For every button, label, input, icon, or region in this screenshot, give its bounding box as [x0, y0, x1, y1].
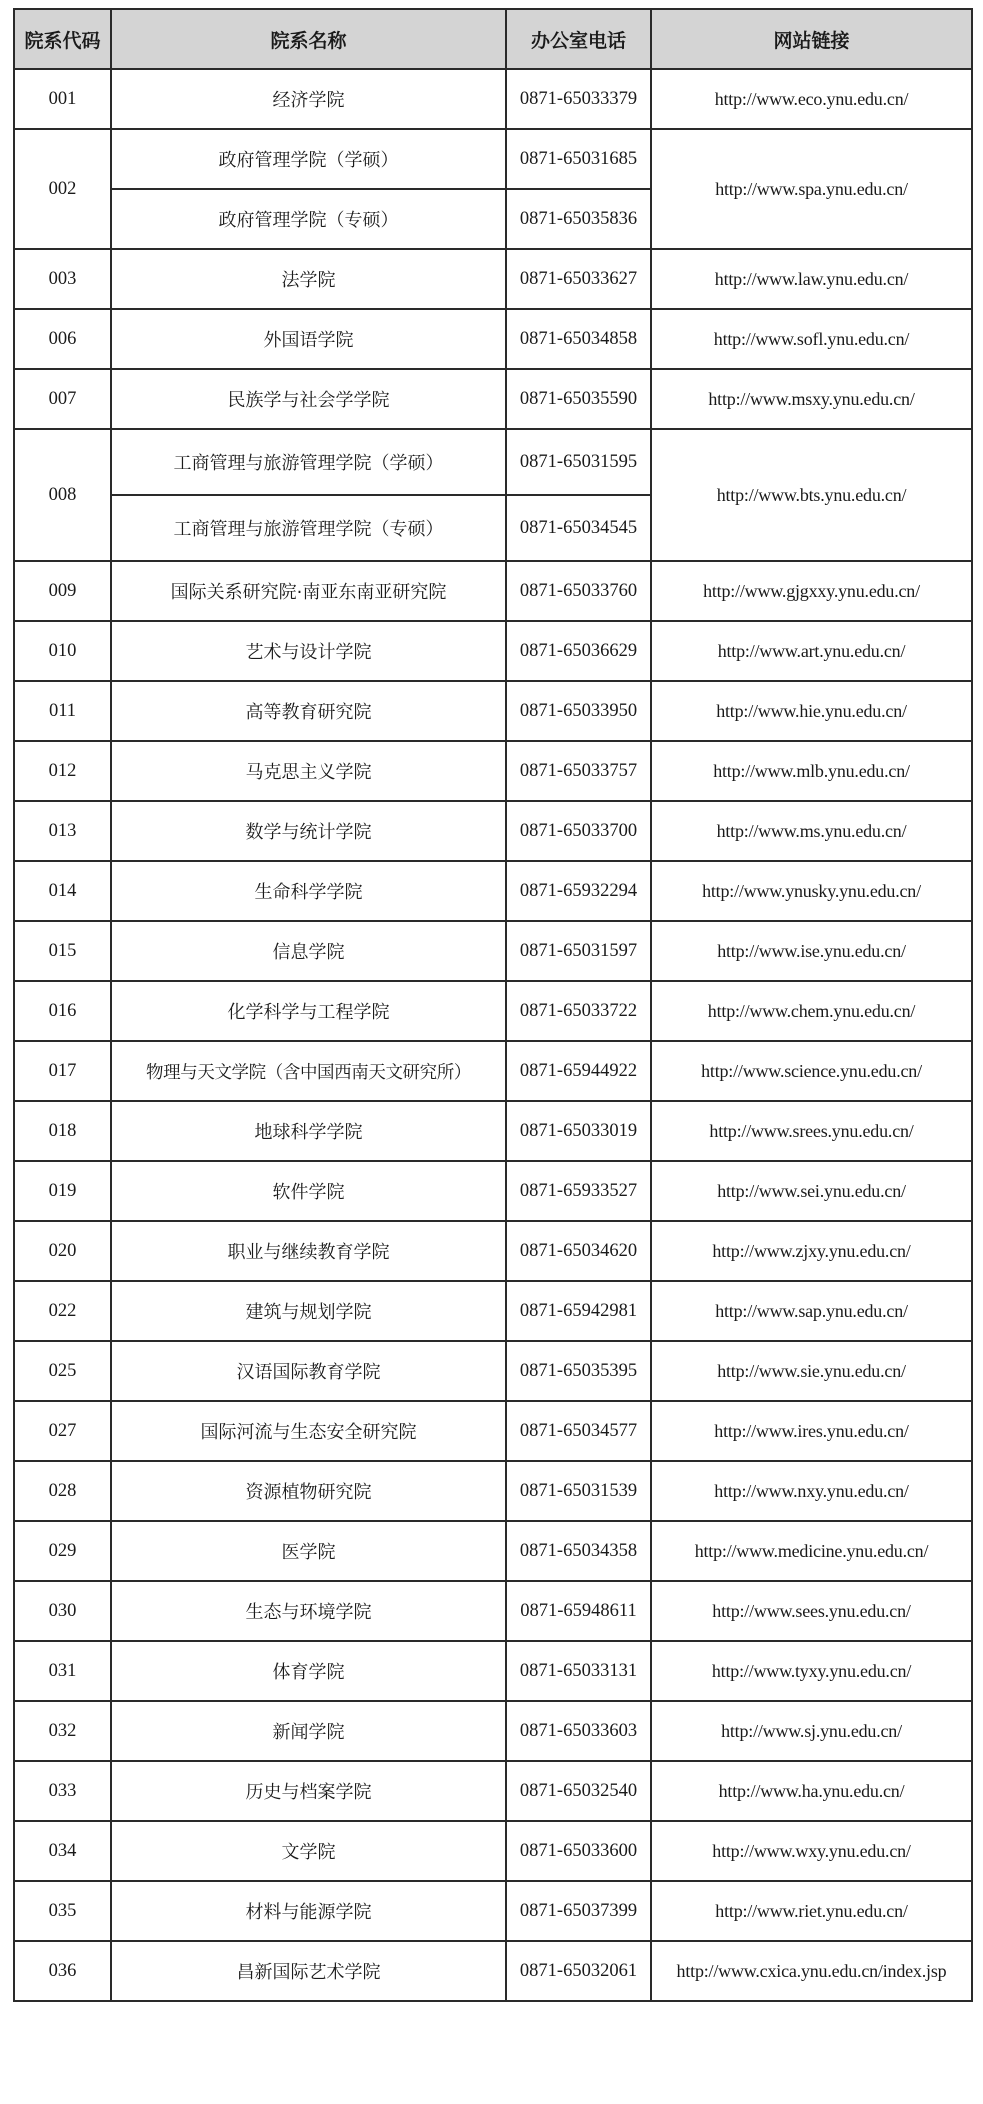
- table-row: [14, 741, 972, 801]
- website-link[interactable]: http://www.sei.ynu.edu.cn/: [651, 1161, 972, 1221]
- office-phone: 0871-65035395: [506, 1341, 651, 1401]
- website-link[interactable]: http://www.wxy.ynu.edu.cn/: [651, 1821, 972, 1881]
- dept-code: 013: [14, 801, 111, 861]
- office-phone: 0871-65033722: [506, 981, 651, 1041]
- website-link[interactable]: http://www.riet.ynu.edu.cn/: [651, 1881, 972, 1941]
- dept-code: 029: [14, 1521, 111, 1581]
- dept-code: 030: [14, 1581, 111, 1641]
- table-row: [14, 1641, 972, 1701]
- table-row: [14, 1281, 972, 1341]
- dept-code: 007: [14, 369, 111, 429]
- office-phone: 0871-65033019: [506, 1101, 651, 1161]
- dept-name: 工商管理与旅游管理学院（学硕）: [111, 429, 506, 495]
- office-phone: 0871-65033627: [506, 249, 651, 309]
- dept-name: 建筑与规划学院: [111, 1281, 506, 1341]
- dept-code: 001: [14, 69, 111, 129]
- website-link[interactable]: http://www.ynusky.ynu.edu.cn/: [651, 861, 972, 921]
- table-row: [14, 1341, 972, 1401]
- website-link[interactable]: http://www.chem.ynu.edu.cn/: [651, 981, 972, 1041]
- website-link[interactable]: http://www.nxy.ynu.edu.cn/: [651, 1461, 972, 1521]
- department-table-wrapper: [13, 8, 971, 2002]
- dept-name: 化学科学与工程学院: [111, 981, 506, 1041]
- office-phone: 0871-65034858: [506, 309, 651, 369]
- header-name: 院系名称: [111, 9, 506, 69]
- dept-name: 外国语学院: [111, 309, 506, 369]
- office-phone: 0871-65034620: [506, 1221, 651, 1281]
- dept-name: 艺术与设计学院: [111, 621, 506, 681]
- office-phone: 0871-65033603: [506, 1701, 651, 1761]
- dept-name: 地球科学学院: [111, 1101, 506, 1161]
- dept-code: 002: [14, 129, 111, 249]
- table-row: [14, 1401, 972, 1461]
- table-row: [14, 1761, 972, 1821]
- office-phone: 0871-65032061: [506, 1941, 651, 2001]
- website-link[interactable]: http://www.law.ynu.edu.cn/: [651, 249, 972, 309]
- website-link[interactable]: http://www.sofl.ynu.edu.cn/: [651, 309, 972, 369]
- website-link[interactable]: http://www.tyxy.ynu.edu.cn/: [651, 1641, 972, 1701]
- website-link[interactable]: http://www.ise.ynu.edu.cn/: [651, 921, 972, 981]
- table-row: [14, 1041, 972, 1101]
- office-phone: 0871-65033700: [506, 801, 651, 861]
- dept-name: 马克思主义学院: [111, 741, 506, 801]
- website-link[interactable]: http://www.medicine.ynu.edu.cn/: [651, 1521, 972, 1581]
- table-row: [14, 1881, 972, 1941]
- office-phone: 0871-65033131: [506, 1641, 651, 1701]
- dept-code: 009: [14, 561, 111, 621]
- dept-code: 027: [14, 1401, 111, 1461]
- table-row: [14, 369, 972, 429]
- dept-name: 法学院: [111, 249, 506, 309]
- website-link[interactable]: http://www.srees.ynu.edu.cn/: [651, 1101, 972, 1161]
- website-link[interactable]: http://www.ha.ynu.edu.cn/: [651, 1761, 972, 1821]
- table-row: [14, 861, 972, 921]
- dept-name: 政府管理学院（学硕）: [111, 129, 506, 189]
- table-row: [14, 1221, 972, 1281]
- office-phone: 0871-65933527: [506, 1161, 651, 1221]
- office-phone: 0871-65034358: [506, 1521, 651, 1581]
- dept-name: 高等教育研究院: [111, 681, 506, 741]
- dept-code: 010: [14, 621, 111, 681]
- dept-name: 民族学与社会学学院: [111, 369, 506, 429]
- dept-name: 国际河流与生态安全研究院: [111, 1401, 506, 1461]
- office-phone: 0871-65033757: [506, 741, 651, 801]
- office-phone: 0871-65034545: [506, 495, 651, 561]
- table-row: [14, 1581, 972, 1641]
- dept-code: 033: [14, 1761, 111, 1821]
- office-phone: 0871-65932294: [506, 861, 651, 921]
- office-phone: 0871-65033379: [506, 69, 651, 129]
- website-link[interactable]: http://www.science.ynu.edu.cn/: [651, 1041, 972, 1101]
- dept-name: 医学院: [111, 1521, 506, 1581]
- dept-code: 035: [14, 1881, 111, 1941]
- website-link[interactable]: http://www.sie.ynu.edu.cn/: [651, 1341, 972, 1401]
- table-row: [14, 249, 972, 309]
- dept-code: 017: [14, 1041, 111, 1101]
- table-row: [14, 681, 972, 741]
- dept-name: 软件学院: [111, 1161, 506, 1221]
- table-row: [14, 1161, 972, 1221]
- dept-name: 新闻学院: [111, 1701, 506, 1761]
- dept-name: 职业与继续教育学院: [111, 1221, 506, 1281]
- table-row: [14, 1941, 972, 2001]
- office-phone: 0871-65037399: [506, 1881, 651, 1941]
- website-link[interactable]: http://www.mlb.ynu.edu.cn/: [651, 741, 972, 801]
- table-row: [14, 621, 972, 681]
- website-link[interactable]: http://www.art.ynu.edu.cn/: [651, 621, 972, 681]
- dept-code: 028: [14, 1461, 111, 1521]
- department-table: [13, 8, 973, 2002]
- dept-name: 资源植物研究院: [111, 1461, 506, 1521]
- website-link[interactable]: http://www.spa.ynu.edu.cn/: [651, 129, 972, 249]
- dept-code: 019: [14, 1161, 111, 1221]
- dept-name: 汉语国际教育学院: [111, 1341, 506, 1401]
- website-link[interactable]: http://www.gjgxxy.ynu.edu.cn/: [651, 561, 972, 621]
- dept-name: 文学院: [111, 1821, 506, 1881]
- office-phone: 0871-65942981: [506, 1281, 651, 1341]
- website-link[interactable]: http://www.sees.ynu.edu.cn/: [651, 1581, 972, 1641]
- table-row: [14, 1521, 972, 1581]
- dept-name: 材料与能源学院: [111, 1881, 506, 1941]
- office-phone: 0871-65031685: [506, 129, 651, 189]
- office-phone: 0871-65035836: [506, 189, 651, 249]
- office-phone: 0871-65032540: [506, 1761, 651, 1821]
- dept-code: 016: [14, 981, 111, 1041]
- dept-name: 昌新国际艺术学院: [111, 1941, 506, 2001]
- dept-name: 政府管理学院（专硕）: [111, 189, 506, 249]
- dept-code: 022: [14, 1281, 111, 1341]
- office-phone: 0871-65031539: [506, 1461, 651, 1521]
- dept-name: 经济学院: [111, 69, 506, 129]
- website-link[interactable]: http://www.zjxy.ynu.edu.cn/: [651, 1221, 972, 1281]
- header-code: 院系代码: [14, 9, 111, 69]
- header-url: 网站链接: [651, 9, 972, 69]
- table-row: [14, 1461, 972, 1521]
- website-link[interactable]: http://www.bts.ynu.edu.cn/: [651, 429, 972, 561]
- dept-code: 003: [14, 249, 111, 309]
- office-phone: 0871-65948611: [506, 1581, 651, 1641]
- table-row: [14, 69, 972, 129]
- dept-code: 032: [14, 1701, 111, 1761]
- dept-name: 生命科学学院: [111, 861, 506, 921]
- dept-name: 生态与环境学院: [111, 1581, 506, 1641]
- dept-code: 018: [14, 1101, 111, 1161]
- office-phone: 0871-65034577: [506, 1401, 651, 1461]
- dept-name: 体育学院: [111, 1641, 506, 1701]
- table-row: [14, 561, 972, 621]
- website-link[interactable]: http://www.ms.ynu.edu.cn/: [651, 801, 972, 861]
- office-phone: 0871-65036629: [506, 621, 651, 681]
- table-row: [14, 1701, 972, 1761]
- website-link[interactable]: http://www.hie.ynu.edu.cn/: [651, 681, 972, 741]
- header-phone: 办公室电话: [506, 9, 651, 69]
- table-row: [14, 1101, 972, 1161]
- dept-name: 工商管理与旅游管理学院（专硕）: [111, 495, 506, 561]
- office-phone: 0871-65033760: [506, 561, 651, 621]
- office-phone: 0871-65035590: [506, 369, 651, 429]
- dept-name: 历史与档案学院: [111, 1761, 506, 1821]
- table-row: [14, 921, 972, 981]
- dept-code: 036: [14, 1941, 111, 2001]
- dept-name: 国际关系研究院·南亚东南亚研究院: [111, 561, 506, 621]
- table-row: [14, 429, 972, 495]
- office-phone: 0871-65033950: [506, 681, 651, 741]
- table-row: [14, 981, 972, 1041]
- dept-code: 006: [14, 309, 111, 369]
- office-phone: 0871-65031595: [506, 429, 651, 495]
- table-header-row: [14, 9, 972, 69]
- dept-code: 034: [14, 1821, 111, 1881]
- website-link[interactable]: http://www.eco.ynu.edu.cn/: [651, 69, 972, 129]
- website-link[interactable]: http://www.msxy.ynu.edu.cn/: [651, 369, 972, 429]
- dept-name: 物理与天文学院（含中国西南天文研究所）: [111, 1041, 506, 1101]
- dept-code: 014: [14, 861, 111, 921]
- dept-code: 012: [14, 741, 111, 801]
- website-link[interactable]: http://www.sj.ynu.edu.cn/: [651, 1701, 972, 1761]
- table-row: [14, 801, 972, 861]
- office-phone: 0871-65033600: [506, 1821, 651, 1881]
- dept-code: 008: [14, 429, 111, 561]
- table-row: [14, 1821, 972, 1881]
- dept-code: 031: [14, 1641, 111, 1701]
- dept-code: 011: [14, 681, 111, 741]
- dept-name: 数学与统计学院: [111, 801, 506, 861]
- dept-name: 信息学院: [111, 921, 506, 981]
- website-link[interactable]: http://www.cxica.ynu.edu.cn/index.jsp: [651, 1941, 972, 2001]
- office-phone: 0871-65944922: [506, 1041, 651, 1101]
- table-row: [14, 129, 972, 189]
- table-row: [14, 309, 972, 369]
- dept-code: 020: [14, 1221, 111, 1281]
- dept-code: 015: [14, 921, 111, 981]
- office-phone: 0871-65031597: [506, 921, 651, 981]
- website-link[interactable]: http://www.ires.ynu.edu.cn/: [651, 1401, 972, 1461]
- website-link[interactable]: http://www.sap.ynu.edu.cn/: [651, 1281, 972, 1341]
- dept-code: 025: [14, 1341, 111, 1401]
